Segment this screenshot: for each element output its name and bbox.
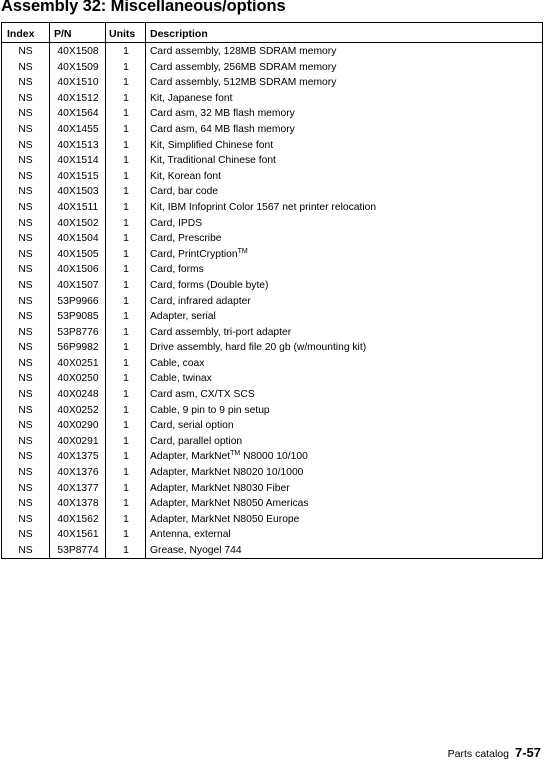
table-row: [2, 449, 542, 465]
cell-part-number: 40X0248: [57, 389, 99, 401]
cell-description: [150, 311, 216, 322]
cell-units: 1: [123, 435, 129, 447]
cell-units: 1: [123, 498, 129, 510]
table-row: [2, 340, 542, 356]
cell-part-number: 40X0251: [57, 357, 99, 369]
cell-index: NS: [18, 326, 33, 338]
cell-units: 1: [123, 529, 129, 541]
cell-index: NS: [18, 435, 33, 447]
description-text: Card, infrared adapter: [150, 295, 251, 307]
cell-index: NS: [18, 498, 33, 510]
cell-description: [150, 46, 336, 57]
description-text: Card assembly, 512MB SDRAM memory: [150, 77, 337, 89]
page-title: Assembly 32: Miscellaneous/options: [1, 0, 286, 15]
cell-part-number: 40X1510: [57, 77, 99, 89]
cell-part-number: 40X1511: [57, 201, 99, 213]
table-row: [2, 496, 542, 512]
description-text: Antenna, external: [150, 529, 231, 541]
cell-units: 1: [123, 420, 129, 432]
cell-index: NS: [18, 420, 33, 432]
cell-units: 1: [123, 108, 129, 120]
cell-part-number: 40X1513: [57, 139, 99, 151]
cell-part-number: 40X1377: [57, 482, 99, 494]
cell-units: 1: [123, 404, 129, 416]
description-text: Drive assembly, hard file 20 gb (w/mounting kit): [150, 342, 367, 354]
description-text: Cable, coax: [150, 357, 205, 369]
description-text: Cable, 9 pin to 9 pin setup: [150, 404, 270, 416]
table-row: [2, 371, 542, 387]
description-text: Grease, Nyogel 744: [150, 545, 242, 556]
cell-units: 1: [123, 326, 129, 338]
cell-units: 1: [123, 201, 129, 213]
cell-description: [150, 498, 309, 509]
cell-units: 1: [123, 513, 129, 525]
table-body: [2, 44, 542, 559]
cell-part-number: 40X1509: [57, 61, 99, 73]
table-row: [2, 91, 542, 107]
cell-part-number: 40X1378: [57, 498, 99, 510]
cell-units: 1: [123, 357, 129, 369]
cell-units: 1: [123, 155, 129, 167]
cell-units: 1: [123, 233, 129, 245]
table-row: [2, 106, 542, 122]
table-row: [2, 216, 542, 232]
table-row: [2, 403, 542, 419]
cell-units: 1: [123, 342, 129, 354]
cell-description: [150, 296, 251, 307]
cell-part-number: 40X0290: [57, 420, 99, 432]
cell-index: NS: [18, 389, 33, 401]
cell-part-number: 40X1504: [57, 233, 99, 245]
description-text: Card, serial option: [150, 420, 234, 432]
cell-index: NS: [18, 233, 33, 245]
cell-units: 1: [123, 311, 129, 323]
footer-label: Parts catalog: [447, 748, 509, 760]
column-header-description: Description: [150, 28, 208, 40]
cell-description: [150, 483, 290, 494]
cell-description: [150, 249, 248, 260]
description-suffix: N8000 10/100: [240, 451, 308, 463]
cell-part-number: 40X1455: [57, 123, 99, 135]
cell-part-number: 40X1503: [57, 186, 99, 198]
trademark-mark: TM: [237, 247, 248, 255]
table-row: [2, 122, 542, 138]
table-row: [2, 325, 542, 341]
description-text: Adapter, MarkNet N8050 Americas: [150, 498, 309, 510]
cell-description: [150, 451, 308, 462]
cell-description: [150, 155, 276, 166]
cell-units: 1: [123, 77, 129, 89]
cell-part-number: 53P9966: [57, 295, 99, 307]
cell-units: 1: [123, 295, 129, 307]
cell-index: NS: [18, 311, 33, 323]
cell-index: NS: [18, 545, 33, 556]
cell-index: NS: [18, 357, 33, 369]
table-row: [2, 309, 542, 325]
description-text: Card, parallel option: [150, 435, 243, 447]
table-row: [2, 465, 542, 481]
cell-index: NS: [18, 46, 33, 57]
table-row: [2, 356, 542, 372]
cell-description: [150, 264, 204, 275]
description-text: Kit, Traditional Chinese font: [150, 155, 276, 167]
cell-index: NS: [18, 451, 33, 463]
cell-description: [150, 358, 204, 369]
description-text: Card asm, 32 MB flash memory: [150, 108, 295, 120]
cell-index: NS: [18, 155, 33, 167]
cell-part-number: 53P8774: [57, 545, 99, 556]
cell-units: 1: [123, 279, 129, 291]
description-text: Card asm, 64 MB flash memory: [150, 123, 295, 135]
cell-units: 1: [123, 545, 129, 556]
table-row: [2, 138, 542, 154]
cell-part-number: 56P9982: [57, 342, 99, 354]
cell-part-number: 40X0250: [57, 373, 99, 385]
cell-description: [150, 108, 295, 119]
cell-part-number: 40X1376: [57, 467, 99, 479]
cell-units: 1: [123, 482, 129, 494]
cell-part-number: 40X1505: [57, 248, 99, 260]
cell-units: 1: [123, 264, 129, 276]
table-row: [2, 418, 542, 434]
cell-part-number: 40X1375: [57, 451, 99, 463]
cell-part-number: 40X1514: [57, 155, 99, 167]
description-text: Adapter, serial: [150, 311, 216, 323]
description-text: Adapter, MarkNet: [150, 451, 231, 463]
cell-part-number: 40X1507: [57, 279, 99, 291]
cell-units: 1: [123, 389, 129, 401]
cell-description: [150, 124, 295, 135]
table-row: [2, 434, 542, 450]
cell-description: [150, 233, 222, 244]
description-text: Kit, Simplified Chinese font: [150, 139, 274, 151]
cell-index: NS: [18, 139, 33, 151]
cell-index: NS: [18, 467, 33, 479]
description-text: Adapter, MarkNet N8050 Europe: [150, 513, 300, 525]
header-divider: [2, 42, 542, 43]
cell-units: 1: [123, 467, 129, 479]
cell-index: NS: [18, 404, 33, 416]
table-row: [2, 75, 542, 91]
cell-index: NS: [18, 295, 33, 307]
table-row: [2, 247, 542, 263]
cell-index: NS: [18, 342, 33, 354]
cell-units: 1: [123, 92, 129, 104]
description-text: Card asm, CX/TX SCS: [150, 389, 255, 401]
cell-index: NS: [18, 513, 33, 525]
cell-index: NS: [18, 92, 33, 104]
description-text: Card, IPDS: [150, 217, 203, 229]
cell-units: 1: [123, 170, 129, 182]
cell-index: NS: [18, 279, 33, 291]
cell-part-number: 40X1508: [57, 46, 99, 57]
cell-units: 1: [123, 373, 129, 385]
parts-table: [1, 22, 543, 559]
cell-description: [150, 529, 231, 540]
column-header-units: Units: [109, 28, 136, 40]
table-row: [2, 153, 542, 169]
cell-units: 1: [123, 217, 129, 229]
cell-part-number: 53P8776: [57, 326, 99, 338]
cell-index: NS: [18, 264, 33, 276]
cell-description: [150, 514, 299, 525]
cell-index: NS: [18, 123, 33, 135]
description-text: Cable, twinax: [150, 373, 212, 385]
page-number: 7-57: [514, 745, 541, 760]
cell-description: [150, 186, 218, 197]
cell-description: [150, 171, 221, 182]
cell-units: 1: [123, 139, 129, 151]
cell-index: NS: [18, 373, 33, 385]
cell-part-number: 40X0252: [57, 404, 99, 416]
description-text: Card, PrintCryption: [150, 248, 238, 260]
cell-description: [150, 62, 336, 73]
column-header-pn: P/N: [54, 28, 72, 40]
cell-description: [150, 280, 268, 291]
cell-description: [150, 373, 212, 384]
cell-index: NS: [18, 170, 33, 182]
description-text: Kit, Japanese font: [150, 92, 233, 104]
cell-description: [150, 327, 291, 338]
cell-description: [150, 467, 303, 478]
table-row: [2, 387, 542, 403]
description-text: Card assembly, tri-port adapter: [150, 326, 292, 338]
table-row: [2, 512, 542, 528]
cell-part-number: 40X1564: [57, 108, 99, 120]
cell-part-number: 40X1562: [57, 513, 99, 525]
cell-part-number: 40X0291: [57, 435, 99, 447]
description-text: Adapter, MarkNet N8020 10/1000: [150, 467, 304, 479]
cell-units: 1: [123, 186, 129, 198]
cell-description: [150, 140, 273, 151]
cell-part-number: 40X1561: [57, 529, 99, 541]
cell-part-number: 40X1512: [57, 92, 99, 104]
cell-index: NS: [18, 186, 33, 198]
cell-units: 1: [123, 61, 129, 73]
description-text: Kit, IBM Infoprint Color 1567 net printer relocation: [150, 201, 377, 213]
description-text: Card assembly, 256MB SDRAM memory: [150, 61, 337, 73]
description-text: Kit, Korean font: [150, 170, 221, 182]
table-row: [2, 184, 542, 200]
table-row: [2, 527, 542, 543]
cell-part-number: 40X1515: [57, 170, 99, 182]
cell-description: [150, 436, 242, 447]
cell-description: [150, 218, 202, 229]
table-row: [2, 44, 542, 60]
cell-description: [150, 389, 255, 400]
cell-description: [150, 405, 270, 416]
page-footer: [448, 744, 541, 762]
column-header-index: Index: [7, 28, 35, 40]
description-text: Card, forms: [150, 264, 204, 276]
cell-description: [150, 545, 242, 556]
description-text: Adapter, MarkNet N8030 Fiber: [150, 482, 290, 494]
table-row: [2, 200, 542, 216]
table-row: [2, 262, 542, 278]
cell-index: NS: [18, 77, 33, 89]
description-text: Card, Prescribe: [150, 233, 222, 245]
description-text: Card, bar code: [150, 186, 219, 198]
cell-units: 1: [123, 46, 129, 57]
cell-description: [150, 420, 234, 431]
cell-index: NS: [18, 108, 33, 120]
cell-index: NS: [18, 217, 33, 229]
table-row: [2, 231, 542, 247]
cell-part-number: 40X1506: [57, 264, 99, 276]
description-text: Card, forms (Double byte): [150, 279, 269, 291]
cell-description: [150, 202, 376, 213]
cell-part-number: 40X1502: [57, 217, 99, 229]
table-row: [2, 481, 542, 497]
cell-units: 1: [123, 123, 129, 135]
cell-index: NS: [18, 201, 33, 213]
table-row: [2, 278, 542, 294]
cell-units: 1: [123, 248, 129, 260]
table-row: [2, 294, 542, 310]
cell-index: NS: [18, 482, 33, 494]
cell-description: [150, 93, 232, 104]
trademark-mark: TM: [230, 450, 241, 458]
description-text: Card assembly, 128MB SDRAM memory: [150, 46, 337, 57]
cell-units: 1: [123, 451, 129, 463]
cell-part-number: 53P9085: [57, 311, 99, 323]
cell-description: [150, 77, 336, 88]
cell-index: NS: [18, 248, 33, 260]
cell-description: [150, 342, 366, 353]
table-row: [2, 543, 542, 559]
table-row: [2, 169, 542, 185]
table-row: [2, 60, 542, 76]
cell-index: NS: [18, 61, 33, 73]
cell-index: NS: [18, 529, 33, 541]
